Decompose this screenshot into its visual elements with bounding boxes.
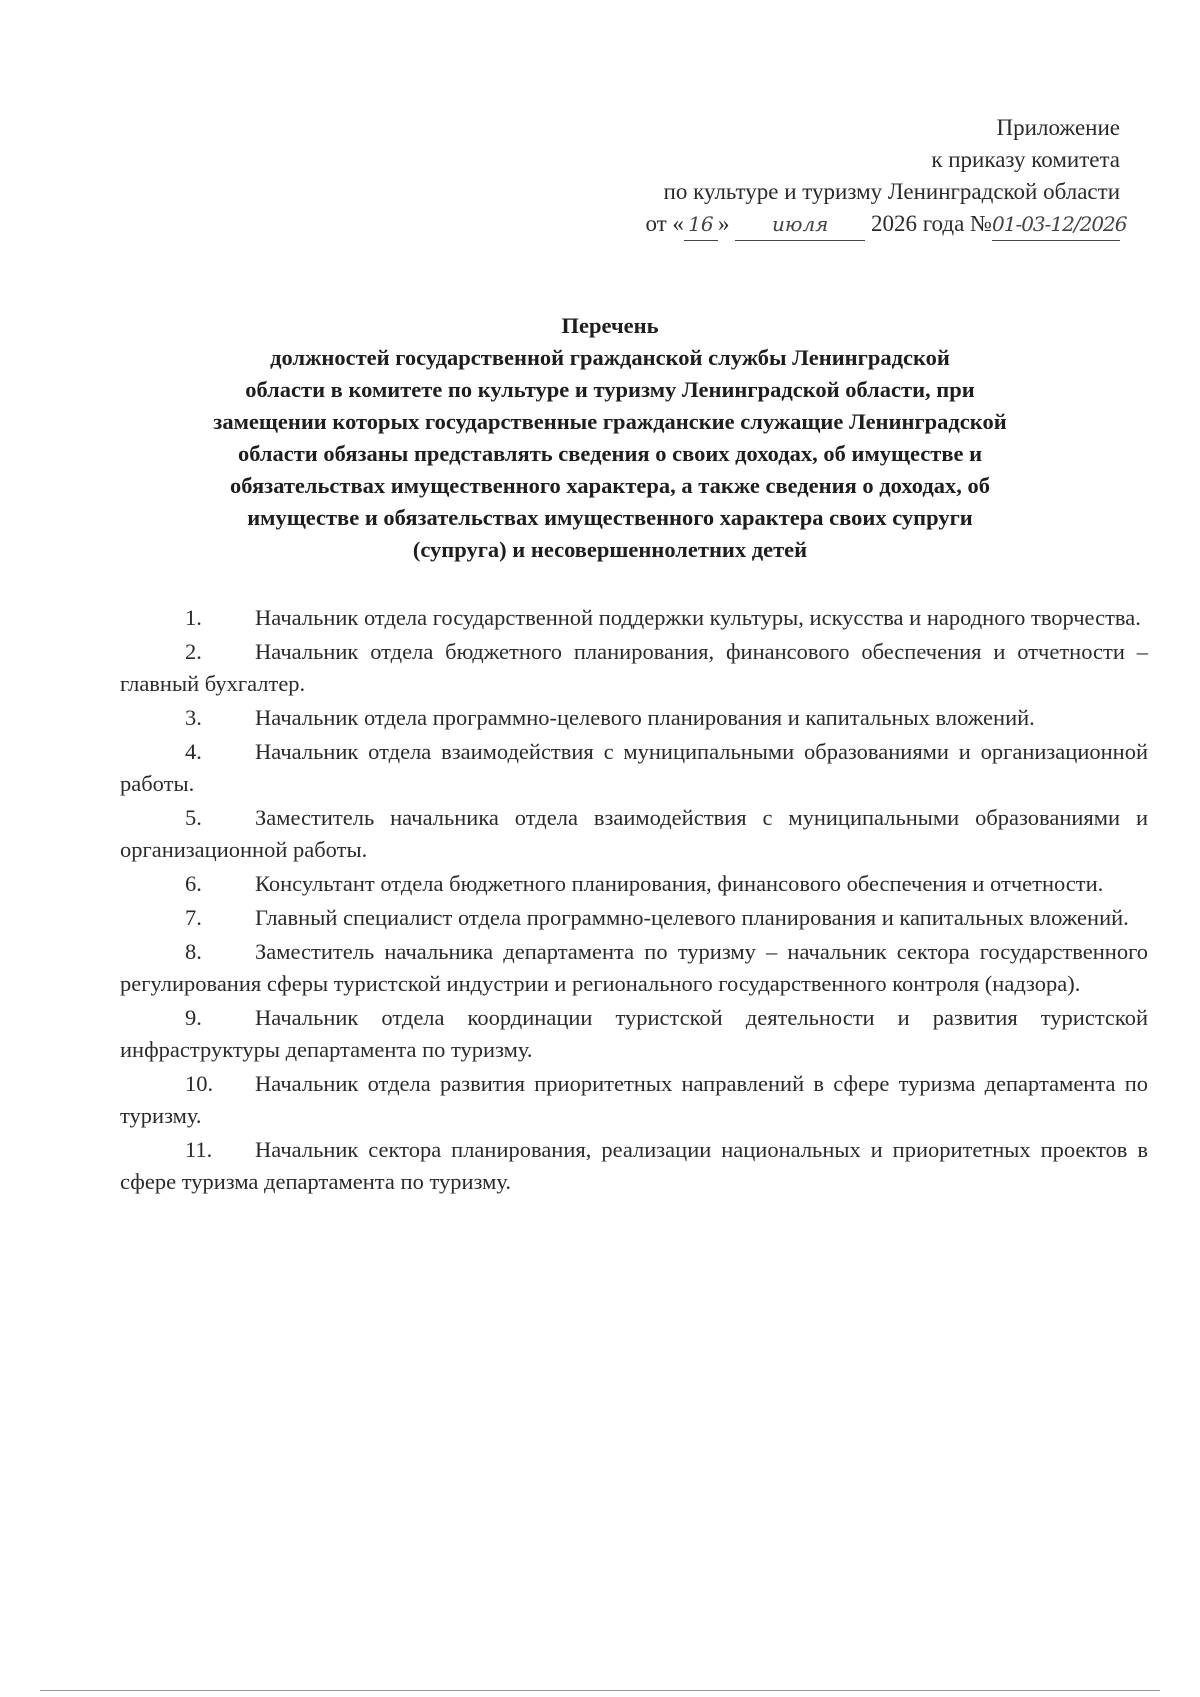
item-text: Начальник отдела государственной поддержки культуры, искусства и народного творчества. (255, 605, 1141, 630)
list-item (120, 802, 1148, 866)
title-line: области в комитете по культуре и туризму Ленинградской области, при (245, 377, 975, 402)
list-item (120, 936, 1148, 1000)
title-line: должностей государственной гражданской службы Ленинградской (270, 345, 950, 370)
item-text: Начальник сектора планирования, реализации национальных и приоритетных проектов в сфере туризма департамента по туризму. (120, 1137, 1148, 1194)
item-number: 8. (185, 939, 202, 964)
item-text: Начальник отдела взаимодействия с муниципальными образованиями и организационной работы. (120, 739, 1148, 796)
item-text: Начальник отдела координации туристской деятельности и развития туристской инфраструктуры департамента по туризму. (120, 1005, 1148, 1062)
list-item (120, 868, 1148, 900)
list-item (120, 736, 1148, 800)
item-text: Начальник отдела программно-целевого планирования и капитальных вложений. (255, 705, 1035, 730)
page-edge-divider (40, 1690, 1160, 1691)
item-number: 2. (185, 639, 202, 664)
item-text: Заместитель начальника департамента по туризму – начальник сектора государственного регулирования сферы туристской индустрии и регионального государственного контроля (надзора). (120, 939, 1148, 996)
handwritten-order-number: 01-03-12/2026 (992, 208, 1120, 241)
item-number: 7. (185, 905, 202, 930)
item-number: 3. (185, 705, 202, 730)
item-text: Начальник отдела бюджетного планирования, финансового обеспечения и отчетности – главный бухгалтер. (120, 639, 1148, 696)
title-line: (супруга) и несовершеннолетних детей (412, 537, 808, 562)
committee-name: по культуре и туризму Ленинградской области (663, 179, 1120, 204)
appendix-header (500, 112, 1127, 241)
appendix-label: Приложение (996, 115, 1120, 140)
date-mid: » (717, 211, 730, 236)
item-text: Начальник отдела развития приоритетных направлений в сфере туризма департамента по туризму. (120, 1071, 1148, 1128)
positions-list (120, 602, 1148, 1200)
item-number: 5. (185, 805, 202, 830)
order-reference: к приказу комитета (931, 147, 1120, 172)
handwritten-day: 16 (684, 208, 718, 241)
item-number: 1. (185, 605, 202, 630)
item-number: 11. (185, 1137, 213, 1162)
list-item (120, 1134, 1148, 1198)
item-text: Консультант отдела бюджетного планирования, финансового обеспечения и отчетности. (255, 871, 1104, 896)
document-title (110, 310, 1110, 566)
item-number: 6. (185, 871, 202, 896)
title-line: замещении которых государственные гражданские служащие Ленинградской (213, 409, 1007, 434)
date-prefix: от « (645, 211, 684, 236)
title-line: имуществе и обязательствах имущественного характера своих супруги (247, 505, 973, 530)
item-number: 4. (185, 739, 202, 764)
title-line: обязательствах имущественного характера, а также сведения о доходах, об (230, 473, 990, 498)
title-line: области обязаны представлять сведения о своих доходах, об имуществе и (237, 441, 983, 466)
date-year: 2026 года № (870, 211, 992, 236)
item-number: 9. (185, 1005, 202, 1030)
list-item (120, 902, 1148, 934)
list-item (120, 602, 1148, 634)
item-number: 10. (185, 1071, 214, 1096)
item-text: Заместитель начальника отдела взаимодействия с муниципальными образованиями и организационной работы. (120, 805, 1148, 862)
handwritten-month: июля (735, 208, 865, 241)
list-item (120, 702, 1148, 734)
item-text: Главный специалист отдела программно-целевого планирования и капитальных вложений. (255, 905, 1129, 930)
title-heading: Перечень (561, 313, 659, 338)
list-item (120, 1002, 1148, 1066)
order-date-line (500, 208, 1127, 241)
list-item (120, 1068, 1148, 1132)
list-item (120, 636, 1148, 700)
